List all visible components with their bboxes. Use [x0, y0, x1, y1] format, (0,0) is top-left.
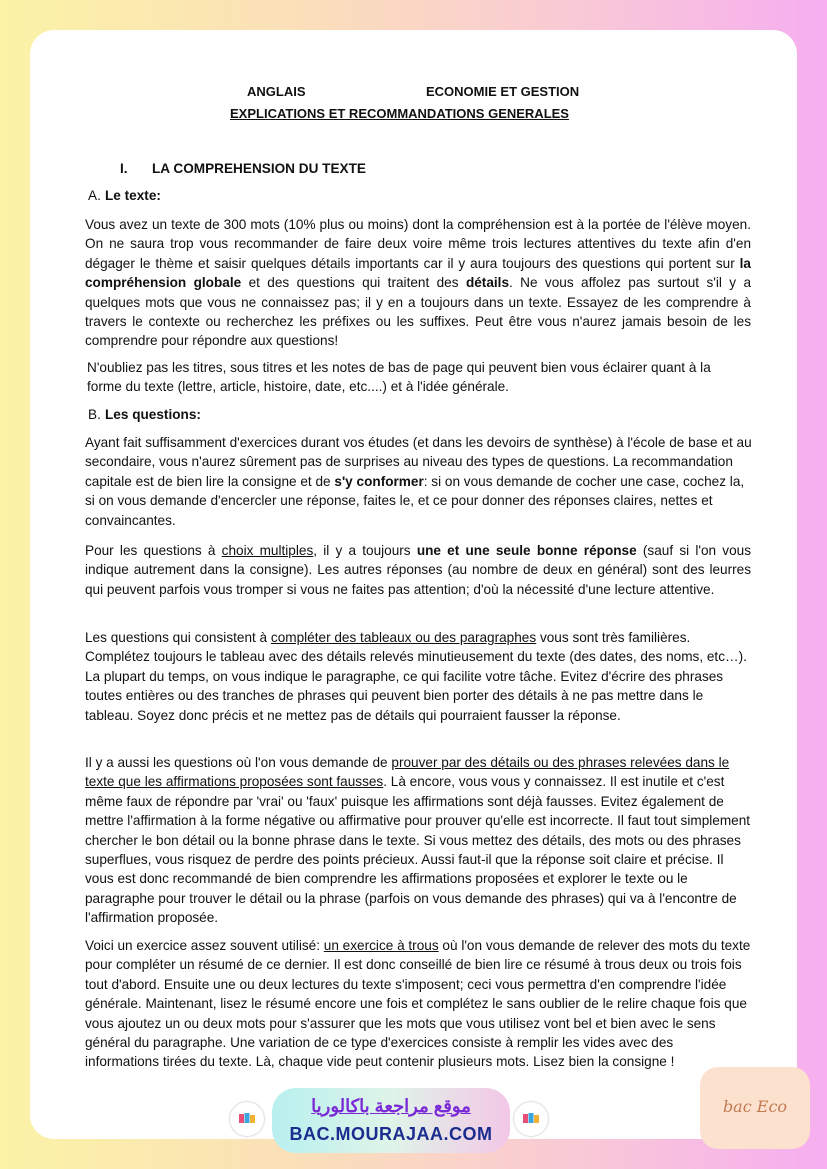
part-numeral: I.: [120, 161, 128, 176]
paragraph-exercice-trous: Voici un exercice assez souvent utilisé: un exercice à trous où l'on vous demande de relever des mots du texte pour compléter un résumé de ce dernier. Il est donc conseillé de bien lire ce résumé à trous deux ou trois fois tout d'abord. Ensuite une ou deux lectures du texte s'imposent; ceci vous permettra d'en comprendre l'idée générale. Maintenant, lisez le résumé encore une fois et complétez le sans oublier de le relire chaque fois que vous ajoutez un ou deux mots pour s'assurer que les mots que vous utilisez vont bel et bien avec le sens général du paragraphe. Une variation de ce type d'exercices consiste à remplir les vides avec des informations tirées du texte. Là, chaque vide peut contenir plusieurs mots. Lisez bien la consigne !: [85, 938, 751, 1070]
site-banner-link[interactable]: [272, 1088, 510, 1153]
section-a-letter: A.: [88, 188, 101, 203]
bac-eco-badge: [700, 1067, 810, 1149]
section-b-title: Les questions:: [105, 407, 201, 422]
section-b-letter: B.: [88, 407, 101, 422]
books-icon: [522, 1112, 540, 1124]
paragraph-tableaux: Les questions qui consistent à compléter des tableaux ou des paragraphes vous sont très familières. Complétez toujours le tableau avec des détails relevés minutieusement du texte (des dates, des noms, etc…). La plupart du temps, on vous indique le paragraphe, ce qui facilite votre tâche. Evitez d'écrire des phrases toutes entières ou des tranches de phrases qui peuvent bien porter des détails à ne pas mettre dans le tableau. Soyez donc précis et ne mettez pas de détails qui pourraient fausser la réponse.: [85, 630, 747, 723]
bac-eco-text: bac Eco: [722, 1097, 788, 1116]
section-a-title: Le texte:: [105, 188, 161, 203]
left-books-logo: [230, 1102, 264, 1136]
part-title: LA COMPREHENSION DU TEXTE: [152, 161, 366, 176]
right-books-logo: [514, 1102, 548, 1136]
document-page: [30, 30, 797, 1139]
paragraph-text-intro: Vous avez un texte de 300 mots (10% plus ou moins) dont la compréhension est à la portée de l'élève moyen. On ne saura trop vous recommander de faire deux voire même trois lectures attentives du texte afin d'en dégager le thème et saisir quelques détails importants car il y aura toujours des questions qui portent sur la compréhension globale et des questions qui traitent des détails. Ne vous affolez pas surtout s'il y a quelques mots que vous ne connaissez pas; il y en a toujours dans un texte. Essayez de les comprendre à travers le contexte ou recherchez les préfixes ou les suffixes. Peut être vous n'aurez jamais besoin de les comprendre pour répondre aux questions!: [85, 217, 752, 349]
document-subtitle: EXPLICATIONS ET RECOMMANDATIONS GENERALES: [230, 106, 569, 121]
paragraph-consigne: Ayant fait suffisamment d'exercices durant vos études (et dans les devoirs de synthèse) à l'école de base et au secondaire, vous n'aurez sûrement pas de surprises au niveau des types de questions. La recommandation capitale est de bien lire la consigne et de s'y conformer: si on vous demande de cocher une case, cochez la, si on vous demande d'encercler une réponse, faites le, et ce pour donner des réponses claires, nettes et convaincantes.: [85, 435, 752, 528]
paragraph-choix-multiples: Pour les questions à choix multiples, il y a toujours une et une seule bonne réponse (sauf si l'on vous indique autrement dans la consigne). Les autres réponses (au nombre de deux en général) sont des leurres qui peuvent parfois vous tromper si vous ne faites pas attention; d'où la nécessité d'une lecture attentive.: [85, 543, 751, 597]
books-icon: [238, 1112, 256, 1124]
paragraph-titles-note: N'oubliez pas les titres, sous titres et les notes de bas de page qui peuvent bien vous éclairer quant à la forme du texte (lettre, article, histoire, date, etc....) et à l'idée générale.: [87, 360, 711, 395]
section-title: ECONOMIE ET GESTION: [426, 84, 580, 99]
site-arabic-name: موقع مراجعة باكالوريا: [311, 1096, 471, 1116]
paragraph-prouver: Il y a aussi les questions où l'on vous demande de prouver par des détails ou des phrases relevées dans le texte que les affirmations proposées sont fausses. Là encore, vous vous y connaissez. Il est inutile et c'est même faux de répondre par 'vrai' ou 'faux' puisque les affirmations sont déjà fausses. Evitez également de mettre l'affirmation à la forme négative ou affirmative pour prouver qu'elle est incorrecte. Il faut tout simplement chercher le bon détail ou la bonne phrase dans le texte. Si vous mettez des détails, des mots ou des phrases superflues, vous risquez de perdre des points précieux. Aussi faut-il que la réponse soit claire et précise. Il vous est donc recommandé de bien comprendre les affirmations proposées et explorer le texte ou le paragraphe pour trouver le détail ou la phrase (parfois on vous demande des phrases) qui va à l'encontre de l'affirmation proposée.: [85, 755, 751, 926]
subject-title: ANGLAIS: [247, 84, 306, 99]
site-domain: BAC.MOURAJAA.COM: [289, 1124, 493, 1144]
